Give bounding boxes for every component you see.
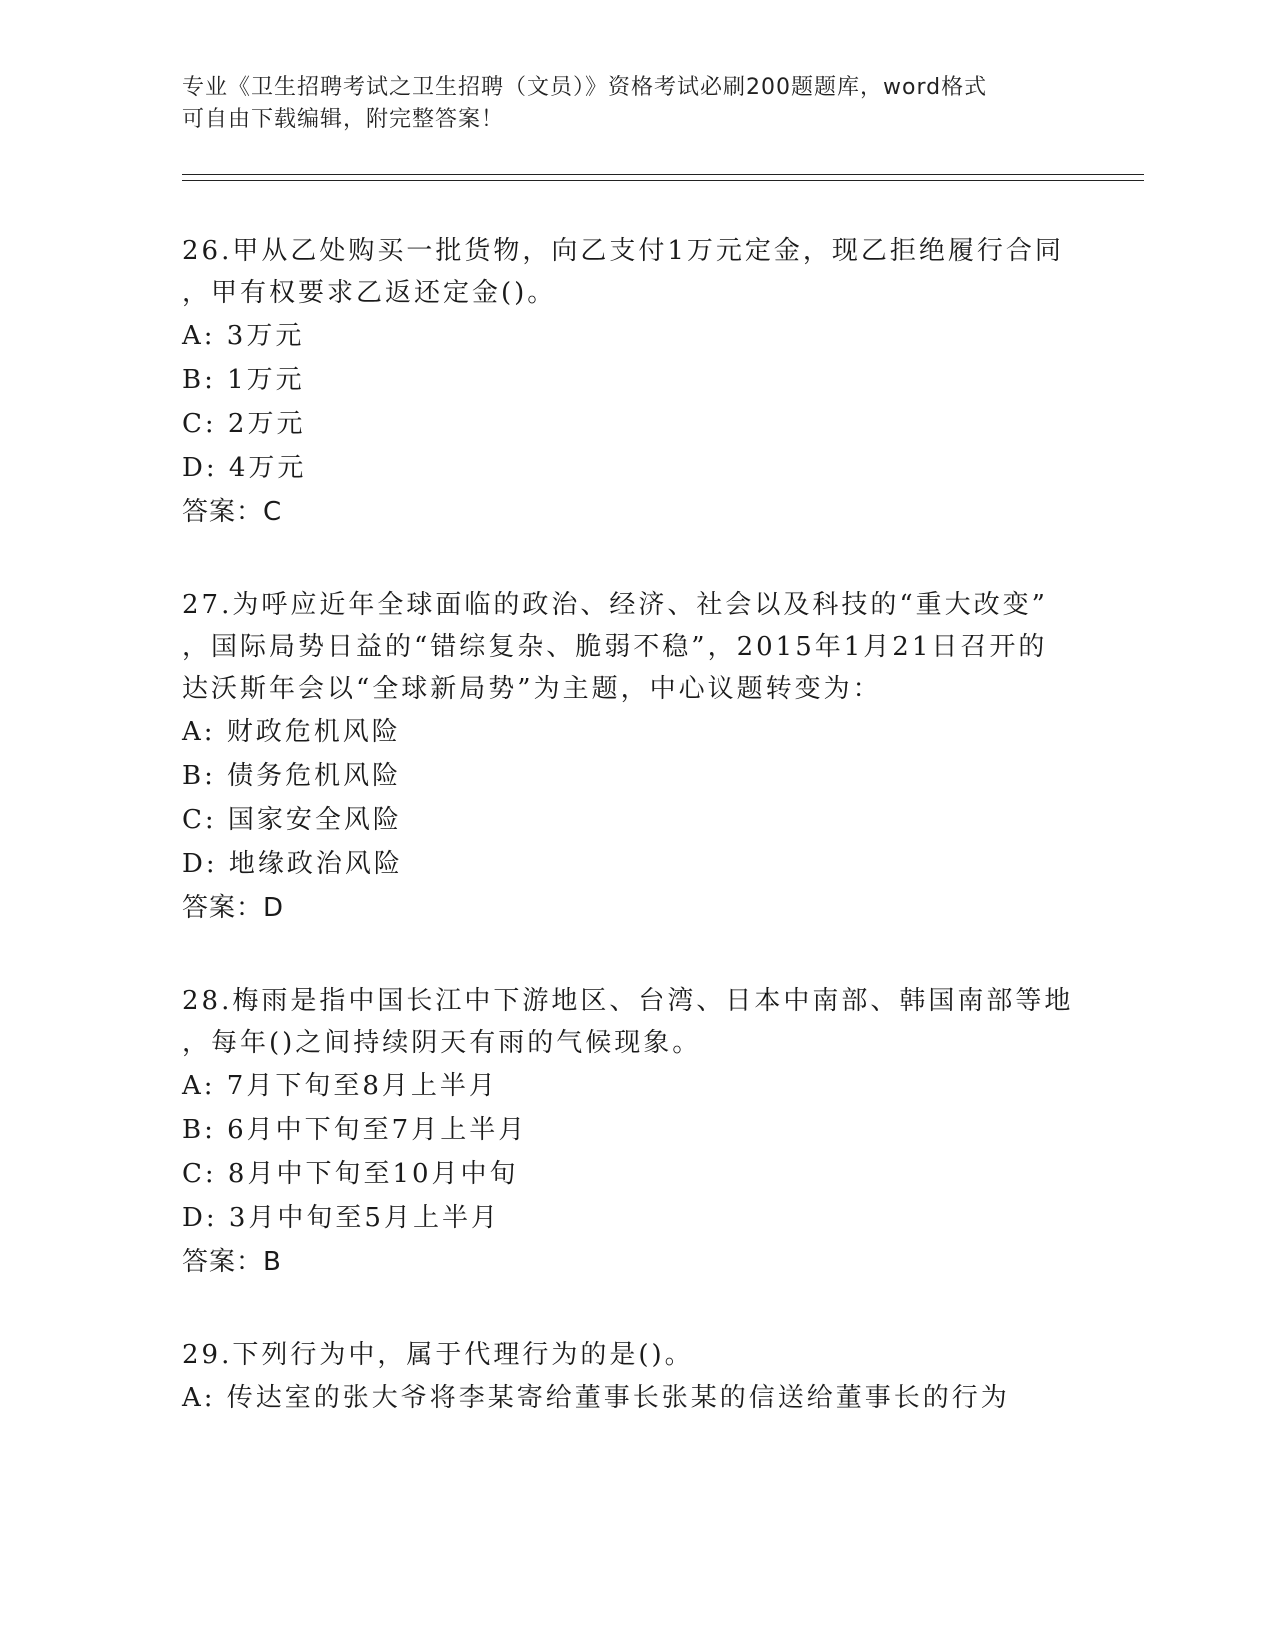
question-28: [182, 980, 1082, 1284]
question-stem-line: 26.甲从乙处购买一批货物，向乙支付1万元定金，现乙拒绝履行合同: [182, 236, 1064, 266]
option-c: C: 国家安全风险: [182, 805, 402, 835]
option-b: B: 6月中下旬至7月上半月: [182, 1115, 528, 1145]
option-d: D: 地缘政治风险: [182, 849, 403, 879]
option-c: C: 8月中下旬至10月中旬: [182, 1159, 519, 1189]
header-divider: [182, 174, 1144, 181]
question-26: [182, 230, 1082, 534]
answer-line: 答案：D: [182, 893, 285, 923]
option-b: B: 1万元: [182, 365, 305, 395]
option-b: B: 债务危机风险: [182, 761, 402, 791]
question-stem-line: 达沃斯年会以“全球新局势”为主题，中心议题转变为：: [182, 674, 882, 704]
document-header: [182, 72, 1062, 136]
question-27: [182, 584, 1082, 930]
question-29: [182, 1334, 1082, 1420]
option-a: A: 3万元: [182, 321, 305, 351]
option-d: D: 3月中旬至5月上半月: [182, 1203, 500, 1233]
option-a: A: 财政危机风险: [182, 717, 401, 747]
question-stem-line: ，甲有权要求乙返还定金()。: [182, 278, 557, 308]
option-c: C: 2万元: [182, 409, 306, 439]
question-stem-line: 29.下列行为中，属于代理行为的是()。: [182, 1340, 694, 1370]
option-d: D: 4万元: [182, 453, 307, 483]
question-stem-line: ，每年()之间持续阴天有雨的气候现象。: [182, 1028, 702, 1058]
question-stem-line: 27.为呼应近年全球面临的政治、经济、社会以及科技的“重大改变”: [182, 590, 1048, 620]
answer-line: 答案：B: [182, 1247, 282, 1277]
question-stem-line: ，国际局势日益的“错综复杂、脆弱不稳”，2015年1月21日召开的: [182, 632, 1048, 662]
question-stem-line: 28.梅雨是指中国长江中下游地区、台湾、日本中南部、韩国南部等地: [182, 986, 1074, 1016]
question-list: [182, 230, 1082, 1470]
header-line-1: 专业《卫生招聘考试之卫生招聘（文员）》资格考试必刷200题题库，word格式: [182, 75, 988, 100]
option-a: A: 传达室的张大爷将李某寄给董事长张某的信送给董事长的行为: [182, 1383, 1010, 1413]
header-line-2: 可自由下载编辑，附完整答案！: [182, 107, 505, 132]
option-a: A: 7月下旬至8月上半月: [182, 1071, 498, 1101]
answer-line: 答案：C: [182, 497, 283, 527]
